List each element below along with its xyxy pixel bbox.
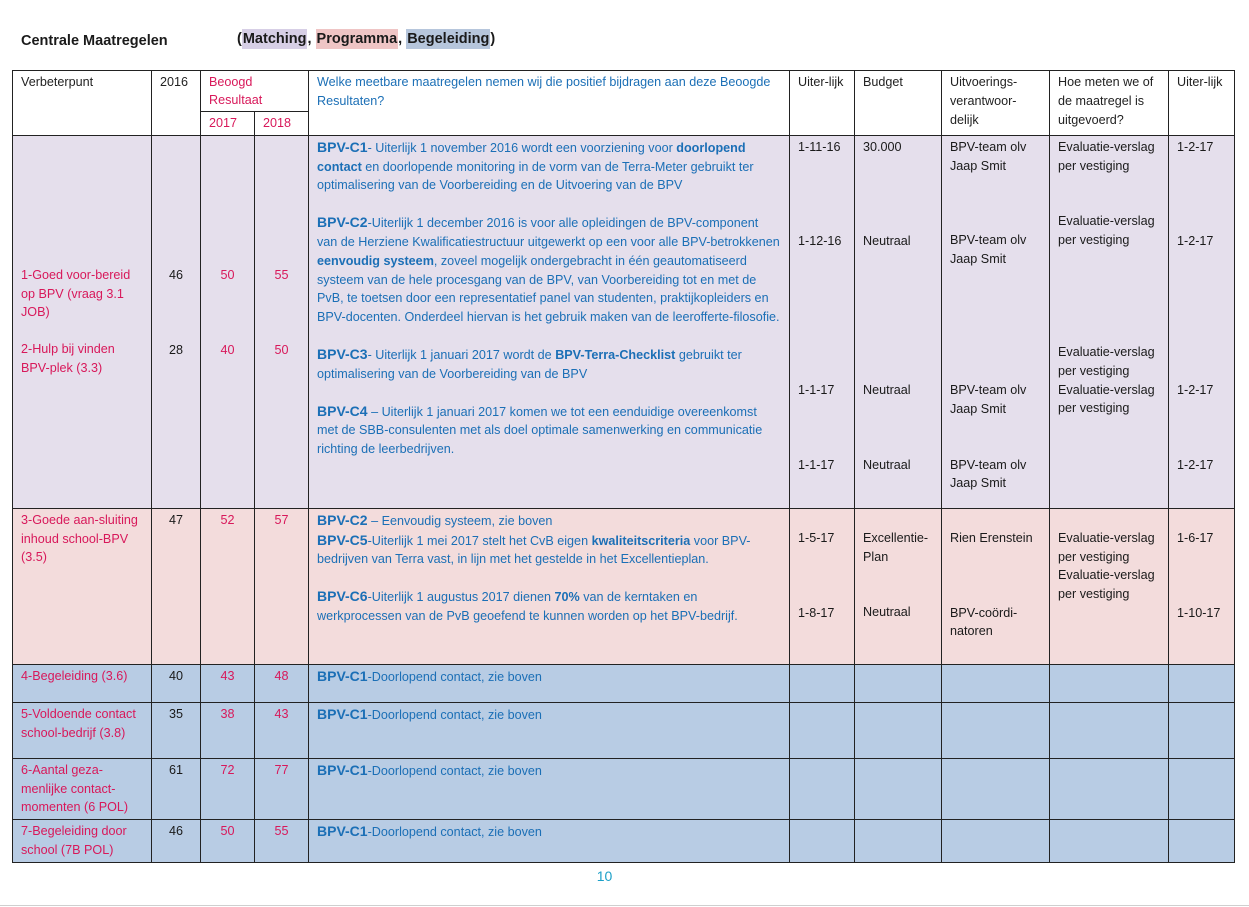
maatregelen-cell xyxy=(309,135,790,508)
value-2017: 43 xyxy=(201,664,255,702)
measure-text: -Doorlopend contact, zie boven xyxy=(367,825,542,840)
empty-cell xyxy=(1050,664,1169,702)
table-row xyxy=(13,820,1235,863)
measure-text: -Doorlopend contact, zie boven xyxy=(367,669,542,684)
uiterlijk-cell xyxy=(790,508,855,664)
empty-cell xyxy=(790,820,855,863)
measure-c6 xyxy=(317,587,781,626)
empty-cell xyxy=(855,664,942,702)
measure-text: voor BPV-bedrijven van Terra vast, in lijn met het gestelde in het Excellentieplan. xyxy=(317,533,751,567)
col-beoogd-resultaat: Beoogd Resultaat xyxy=(201,71,309,112)
table-row xyxy=(13,508,1235,664)
empty-cell xyxy=(942,758,1050,819)
budget-cell xyxy=(855,135,942,508)
date-c5: 1-5-17 xyxy=(798,530,835,545)
value-2017: 40 xyxy=(220,342,235,357)
measure-text: van de kerntaken en werkprocessen van de PvB geoefend te kunnen worden op het BPV-bedrijf. xyxy=(317,590,738,623)
value-2017: 72 xyxy=(201,758,255,819)
measure-text: – Uiterlijk 1 januari 2017 komen we tot een eenduidige overeenkomst met de SBB-consulenten met als doel optimale samenwerking en communicatie richting de leerbedrijven. xyxy=(317,404,763,457)
value-2017: 52 xyxy=(201,508,255,664)
empty-cell xyxy=(855,820,942,863)
maatregelen-cell xyxy=(309,702,790,758)
empty-cell xyxy=(790,758,855,819)
measure-keyword: eenvoudig systeem xyxy=(317,253,434,268)
measure-text: – Eenvoudig systeem, zie boven xyxy=(367,513,553,528)
uiterlijk-cell xyxy=(790,135,855,508)
verantwoordelijk-cell xyxy=(942,508,1050,664)
meten-c5: Evaluatie-verslag per vestiging xyxy=(1058,530,1155,564)
meten-c1: Evaluatie-verslag per vestiging xyxy=(1058,139,1155,173)
value-2016: 61 xyxy=(152,758,201,819)
budget-cell xyxy=(855,508,942,664)
resp-c6: BPV-coördi-natoren xyxy=(950,605,1018,639)
verbeterpunt-5: 5-Voldoende contact school-bedrijf (3.8) xyxy=(13,702,152,758)
measure-code: BPV-C6 xyxy=(317,588,368,605)
legend-programma: Programma xyxy=(316,31,398,47)
measure-text: -Doorlopend contact, zie boven xyxy=(367,763,542,778)
budget-c4: Neutraal xyxy=(863,458,911,473)
col-verbeterpunt: Verbeterpunt xyxy=(13,71,152,136)
value-2016-cell xyxy=(152,135,201,508)
value-2017-cell xyxy=(201,135,255,508)
measure-c2 xyxy=(317,213,781,327)
date-c2: 1-12-16 xyxy=(798,233,842,248)
measure-code: BPV-C4 xyxy=(317,402,368,419)
col-maatregelen: Welke meetbare maatregelen nemen wij die positief bijdragen aan deze Beoogde Resultaten? xyxy=(309,71,790,136)
table-row xyxy=(13,664,1235,702)
budget-c2: Neutraal xyxy=(863,233,911,248)
verantwoordelijk-cell xyxy=(942,135,1050,508)
col-verantwoordelijk: Uitvoerings-verantwoor-delijk xyxy=(942,71,1050,136)
verbeterpunt-2: 2-Hulp bij vinden BPV-plek (3.3) xyxy=(21,342,115,375)
empty-cell xyxy=(942,820,1050,863)
page-title: Centrale Maatregelen xyxy=(21,33,168,49)
legend-open: ( xyxy=(237,31,242,47)
measure-text: -Uiterlijk 1 augustus 2017 dienen xyxy=(367,590,555,605)
measure-keyword: BPV-Terra-Checklist xyxy=(555,347,676,362)
date2-c4: 1-2-17 xyxy=(1177,458,1214,473)
measure-keyword: kwaliteitscriteria xyxy=(591,533,691,548)
measure-c2-ref xyxy=(317,511,781,531)
value-2018: 55 xyxy=(255,820,309,863)
budget-c1: 30.000 xyxy=(863,139,902,154)
measure-keyword: 70% xyxy=(554,590,580,605)
empty-cell xyxy=(1169,820,1235,863)
value-2018: 43 xyxy=(255,702,309,758)
measure-text: - Uiterlijk 1 november 2016 wordt een voorziening voor xyxy=(367,140,677,155)
value-2016: 40 xyxy=(152,664,201,702)
value-2018: 48 xyxy=(255,664,309,702)
color-legend xyxy=(237,31,495,47)
value-2018: 57 xyxy=(255,508,309,664)
value-2016: 46 xyxy=(168,267,183,282)
col-2016: 2016 xyxy=(152,71,201,136)
resp-c2: BPV-team olv Jaap Smit xyxy=(950,233,1027,267)
measure-c3 xyxy=(317,345,781,384)
maatregelen-cell xyxy=(309,664,790,702)
measure-c4 xyxy=(317,402,781,459)
measure-code: BPV-C3 xyxy=(317,345,368,362)
measure-c1 xyxy=(317,138,781,195)
maatregelen-cell xyxy=(309,508,790,664)
col-meten: Hoe meten we of de maatregel is uitgevoerd? xyxy=(1050,71,1169,136)
date2-c2: 1-2-17 xyxy=(1177,233,1214,248)
measure-code: BPV-C1 xyxy=(317,823,368,840)
meten-cell xyxy=(1050,135,1169,508)
measure-text: -Doorlopend contact, zie boven xyxy=(367,707,542,722)
empty-cell xyxy=(790,702,855,758)
date-c1: 1-11-16 xyxy=(798,139,841,154)
resp-c1: BPV-team olv Jaap Smit xyxy=(950,139,1027,173)
value-2018: 50 xyxy=(274,342,289,357)
empty-cell xyxy=(1169,758,1235,819)
empty-cell xyxy=(1050,758,1169,819)
measure-text: , zoveel mogelijk ondergebracht in één geautomatiseerd systeem van de hele procesgang van de BPV, van Voorbereiding tot en met de PvB, te toetsen door een representatief panel van studenten, praktijkopleiders en BPV-docenten. Onderdeel hiervan is het gebruik maken van de leerofferte-filosofie. xyxy=(317,253,780,325)
date-c4: 1-1-17 xyxy=(798,458,835,473)
measure-text: gebruikt ter optimalisering van de Voorbereiding van de BPV xyxy=(317,347,742,381)
empty-cell xyxy=(1169,702,1235,758)
value-2017: 38 xyxy=(201,702,255,758)
meten-c4: Evaluatie-verslag per vestiging xyxy=(1058,382,1155,416)
meten-c6: Evaluatie-verslag per vestiging xyxy=(1058,568,1155,602)
empty-cell xyxy=(1169,664,1235,702)
measure-code: BPV-C1 xyxy=(317,138,368,155)
resp-c4: BPV-team olv Jaap Smit xyxy=(950,457,1027,491)
date2-c5: 1-6-17 xyxy=(1177,530,1214,545)
verbeterpunt-4: 4-Begeleiding (3.6) xyxy=(13,664,152,702)
budget-c3: Neutraal xyxy=(863,383,911,398)
resp-c5: Rien Erenstein xyxy=(950,530,1033,545)
measure-code: BPV-C1 xyxy=(317,705,368,722)
uiterlijk2-cell xyxy=(1169,135,1235,508)
verbeterpunt-1: 1-Goed voor-bereid op BPV (vraag 3.1 JOB) xyxy=(21,267,131,320)
meten-cell xyxy=(1050,508,1169,664)
measures-table xyxy=(12,70,1235,863)
value-2018: 55 xyxy=(274,267,289,282)
measure-text: - Uiterlijk 1 januari 2017 wordt de xyxy=(367,347,556,362)
page-number: 10 xyxy=(596,868,613,884)
empty-cell xyxy=(1050,702,1169,758)
empty-cell xyxy=(942,664,1050,702)
measure-text: en doorlopende monitoring in de vorm van de Terra-Meter gebruikt ter optimalisering van de Voorbereiding en de Uitvoering van de BPV xyxy=(317,159,754,193)
col-uiterlijk: Uiter-lijk xyxy=(790,71,855,136)
value-2016: 28 xyxy=(168,342,183,357)
measure-code: BPV-C1 xyxy=(317,761,368,778)
value-2017: 50 xyxy=(220,267,235,282)
verbeterpunt-3: 3-Goede aan-sluiting inhoud school-BPV (3.5) xyxy=(13,508,152,664)
budget-c5: Excellentie-Plan xyxy=(863,530,929,564)
legend-sep: , xyxy=(307,31,316,47)
resp-c3: BPV-team olv Jaap Smit xyxy=(950,382,1027,416)
legend-close: ) xyxy=(490,31,496,47)
value-2016: 47 xyxy=(152,508,201,664)
measure-code: BPV-C1 xyxy=(317,667,368,684)
empty-cell xyxy=(1050,820,1169,863)
date2-c6: 1-10-17 xyxy=(1177,605,1221,620)
measure-code: BPV-C2 xyxy=(317,214,368,231)
empty-cell xyxy=(790,664,855,702)
date-c3: 1-1-17 xyxy=(798,383,835,398)
verbeterpunt-6: 6-Aantal geza-menlijke contact-momenten (6 POL) xyxy=(13,758,152,819)
value-2016: 35 xyxy=(152,702,201,758)
measure-text: -Uiterlijk 1 mei 2017 stelt het CvB eigen xyxy=(367,533,592,548)
col-2018: 2018 xyxy=(255,112,309,136)
col-budget: Budget xyxy=(855,71,942,136)
measure-c5 xyxy=(317,531,781,570)
page-divider xyxy=(0,905,1249,906)
measure-code: BPV-C2 xyxy=(317,511,368,528)
verbeterpunt-cell xyxy=(13,135,152,508)
legend-sep: , xyxy=(398,31,407,47)
measure-text: -Uiterlijk 1 december 2016 is voor alle opleidingen de BPV-component van de Herziene Kwalificatiestructuur uitgewerkt op een voor alle BPV-betrokkenen xyxy=(317,216,780,249)
budget-c6: Neutraal xyxy=(863,605,911,620)
value-2018-cell xyxy=(255,135,309,508)
col-2017: 2017 xyxy=(201,112,255,136)
empty-cell xyxy=(855,758,942,819)
uiterlijk2-cell xyxy=(1169,508,1235,664)
meten-c2: Evaluatie-verslag per vestiging xyxy=(1058,214,1155,248)
table-row xyxy=(13,702,1235,758)
measure-keyword: doorlopend contact xyxy=(317,140,746,174)
empty-cell xyxy=(942,702,1050,758)
maatregelen-cell xyxy=(309,820,790,863)
value-2017: 50 xyxy=(201,820,255,863)
value-2016: 46 xyxy=(152,820,201,863)
table-row xyxy=(13,135,1235,508)
empty-cell xyxy=(855,702,942,758)
verbeterpunt-7: 7-Begeleiding door school (7B POL) xyxy=(13,820,152,863)
value-2018: 77 xyxy=(255,758,309,819)
table-header-row xyxy=(13,71,1235,112)
legend-begeleiding: Begeleiding xyxy=(407,31,490,47)
legend-matching: Matching xyxy=(242,31,307,47)
col-uiterlijk-2: Uiter-lijk xyxy=(1169,71,1235,136)
meten-c3: Evaluatie-verslag per vestiging xyxy=(1058,344,1155,378)
measure-code: BPV-C5 xyxy=(317,531,368,548)
table-row xyxy=(13,758,1235,819)
date-c6: 1-8-17 xyxy=(798,605,835,620)
maatregelen-cell xyxy=(309,758,790,819)
date2-c1: 1-2-17 xyxy=(1177,139,1214,154)
date2-c3: 1-2-17 xyxy=(1177,383,1214,398)
